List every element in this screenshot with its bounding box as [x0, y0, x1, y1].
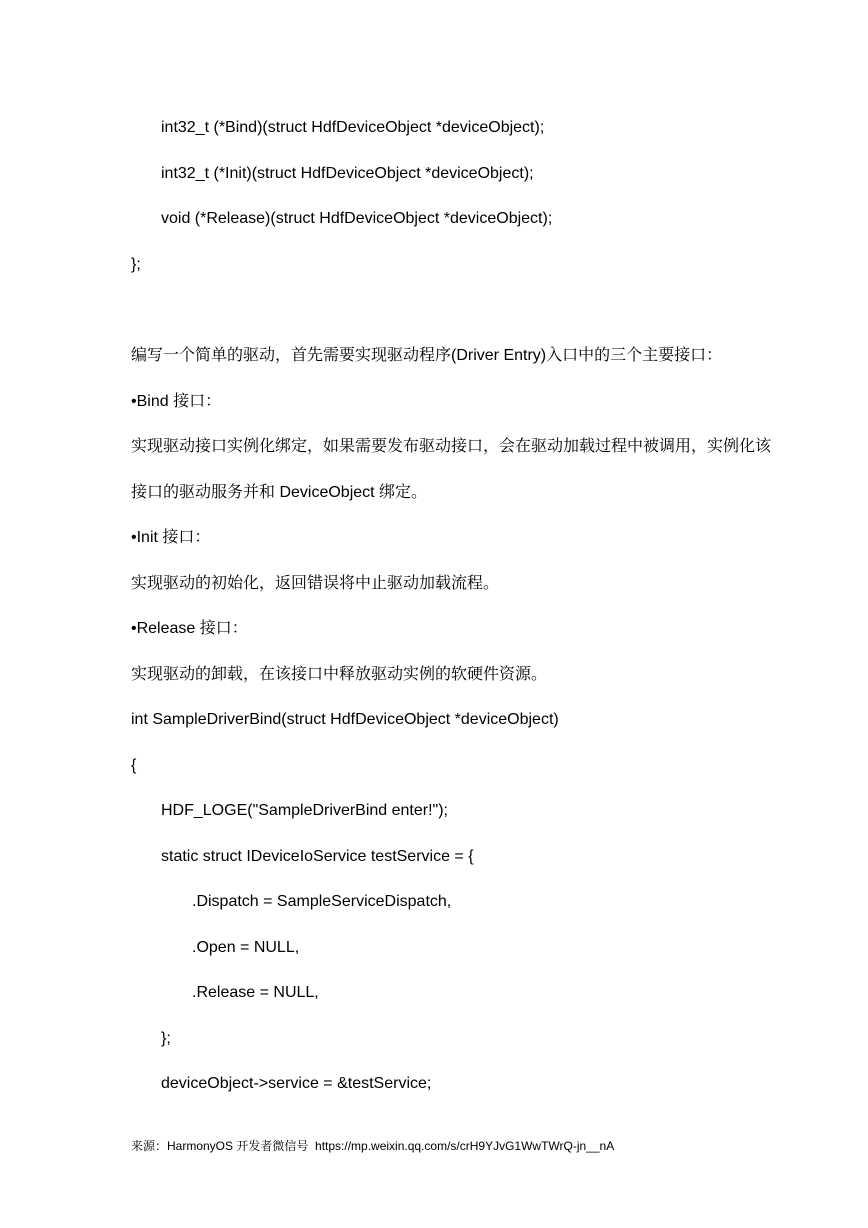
bind-description-line-2: 接口的驱动服务并和 DeviceObject 绑定。: [131, 484, 428, 501]
release-description: 实现驱动的卸载，在该接口中释放驱动实例的软硬件资源。: [131, 666, 548, 683]
init-description: 实现驱动的初始化，返回错误将中止驱动加载流程。: [131, 575, 500, 592]
init-heading: •Init 接口：: [131, 529, 211, 546]
source-footer: 来源：HarmonyOS 开发者微信号 https://mp.weixin.qq.com/s/crH9YJvG1WwTWrQ-jn__nA: [131, 1139, 615, 1153]
bind-heading: •Bind 接口：: [131, 393, 222, 410]
intro-paragraph: 编写一个简单的驱动，首先需要实现驱动程序(Driver Entry)入口中的三个主要接口：: [131, 347, 723, 364]
code-inner-struct-close: };: [161, 1030, 171, 1047]
code-static-decl: static struct IDeviceIoService testService = {: [161, 848, 474, 865]
code-release-field: .Release = NULL,: [192, 984, 319, 1001]
code-func-signature: int SampleDriverBind(struct HdfDeviceObject *deviceObject): [131, 711, 559, 728]
code-dispatch-field: .Dispatch = SampleServiceDispatch,: [192, 893, 452, 910]
code-service-assign: deviceObject->service = &testService;: [161, 1075, 432, 1092]
code-open-field: .Open = NULL,: [192, 939, 300, 956]
code-release-member: void (*Release)(struct HdfDeviceObject *deviceObject);: [161, 210, 553, 227]
code-log-call: HDF_LOGE("SampleDriverBind enter!");: [161, 802, 448, 819]
code-open-brace: {: [131, 757, 137, 774]
release-heading: •Release 接口：: [131, 620, 248, 637]
bind-description-line-1: 实现驱动接口实例化绑定，如果需要发布驱动接口，会在驱动加载过程中被调用，实例化该: [131, 438, 772, 455]
code-init-member: int32_t (*Init)(struct HdfDeviceObject *deviceObject);: [161, 165, 534, 182]
code-bind-member: int32_t (*Bind)(struct HdfDeviceObject *deviceObject);: [161, 119, 545, 136]
code-struct-close: };: [131, 256, 141, 273]
